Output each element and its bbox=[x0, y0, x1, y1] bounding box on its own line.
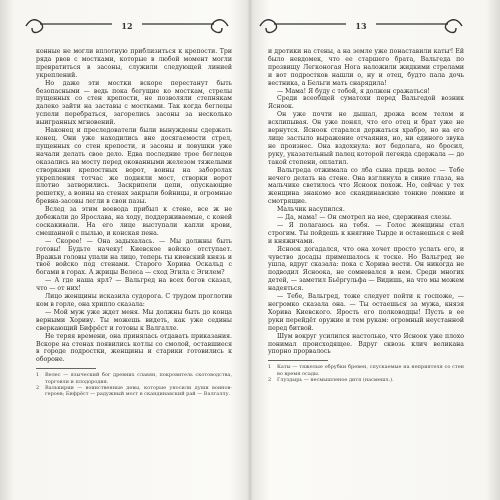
footnote-text: Каты — тяжелые обрубки бревен, спускаемые на неприятеля со стен во время осады. bbox=[277, 364, 464, 377]
footnote-divider bbox=[36, 368, 96, 369]
paragraph: Вслед за этим воевода прибыл к стене, все ж не добежали до Ярослава, на ходу, поддерживаемые, с коней соскакивали. На его лице выступали капли крови, смешанной с пылью, и конская пена. bbox=[36, 206, 232, 237]
right-page bbox=[268, 48, 464, 383]
footnote-mark: 1 bbox=[268, 364, 272, 371]
footnote-divider bbox=[268, 360, 328, 361]
paragraph: — Тебе, Вальгред, тоже следует пойти к госпоже, — негромко сказала она. — Ты остаешься за мужа, князя Хорива Киевского. Ярость его полководцы! Пусть в ее руки перейдёт оружие и тем рукам: огромный неустанной перед битвой. bbox=[268, 293, 464, 332]
paragraph: Не теряя времени, она принялась отдавать приказания. Вскоре на стенах появились котлы со смолой, оставшиеся в городе подростки, женщины и старики готовились к обороне. bbox=[36, 332, 232, 364]
left-page bbox=[36, 48, 232, 397]
paragraph: — Мама! Я буду с тобой, я должен сражаться! bbox=[277, 87, 430, 95]
right-page-body bbox=[268, 48, 464, 356]
paragraph: Шум вокруг усилился настолько, что Ясноок уже плохо понимал происходящее. Вдруг сквозь клич великана упорно прорвалось bbox=[268, 332, 464, 356]
left-page-header bbox=[22, 12, 232, 42]
footnote-mark: 1 bbox=[36, 372, 40, 379]
footnote-text: Глуздырь — несмышленое дитя (насмешл.). bbox=[277, 376, 394, 383]
paragraph: конные не могли вплотную приблизиться к крепости. Три ряда рвов с мостками, которые в любой момент могли превратиться в засоны, служили следующей линией укреплений. bbox=[36, 48, 232, 79]
page-number: 13 bbox=[355, 21, 367, 31]
footnote bbox=[268, 377, 464, 383]
footnote-text: Велес — языческий бог древних славян, покровитель скотоводства, торговли и плодородия. bbox=[45, 372, 232, 385]
paragraph: Вальгреда отжимала со лба сына прядь волос — Тебе нечего делать на стене. Она взглянула в синие глаза, на мальчике светилось что Ясноок похож. Но, сейчас у тех женщина знакомо все скандинавские тонкие ломкие и смотрящие. bbox=[268, 166, 464, 206]
paragraph: Но даже эти мостки вскоре перестанут быть безопасными — ведь пока бегущие ко мосткам, стрелы пущенных со стен крепости, не позволяли степнякам далеко зайти на заставы с мостками. Так когда беглецы успели перебраться, загорелись засоны за несколько выигранных мгновений. bbox=[36, 79, 232, 127]
paragraph: — Мой муж уже ждет меня. Мы должны быть до конца верными Хориву. Ты можешь видеть, как уже седины сверкающий Бифрёст и готовы к Валгалле. bbox=[36, 308, 232, 332]
footnote-mark: 2 bbox=[268, 376, 272, 383]
footnotes bbox=[36, 372, 232, 397]
footnotes bbox=[268, 364, 464, 383]
paragraph: Лицо женщины исказила судорога. С трудом проглотив ком в горле, она хрипло сказала: bbox=[36, 293, 232, 308]
paragraph: и дротики на стены, а на земле уже понаставили катыⁱ! Ей было невдомек, что ее старшего брата, Вальгеда по прозвищу Легконогая Нога наложили жидкими стрелами и вот подростков нашли о, ну и отец, будто пала дочь вестника, а Бельги мать снарядила! bbox=[268, 48, 464, 87]
right-page-header bbox=[256, 12, 466, 42]
paragraph: Ясноок догадался, что она хочет просто услать его, и чувство досады примешалось к тоске. Но Вальгред не ушла, вдруг сказала: пока с Хорива вести. Он никогда не подводил Ясноока, не сомневался в нем. Среди многих детей, — заметил Бьёргульфа — Видишь, на что мы можем надеяться. bbox=[268, 245, 464, 293]
paragraph: — А где наша ярл? — Вальгред на всех богов сказал, что — от них! bbox=[36, 277, 232, 293]
page-number: 12 bbox=[121, 21, 133, 31]
paragraph: Мальчик насупился. bbox=[277, 206, 345, 214]
paragraph: — Да, мама! — Он смотрел на нее, сдерживая слезы. bbox=[277, 214, 452, 222]
paragraph: Среди всеобщей суматохи перед Вальгедой возник Ясноок. bbox=[268, 95, 464, 111]
footnote bbox=[268, 364, 464, 377]
footnote-mark: 2 bbox=[36, 384, 40, 391]
paragraph: Наконец и преследователи были вынуждены сдержать конец. Они уже находились вне досягаемости стрел, пущенных со стен крепости, и засоны и ловушки уже начали делать свое дело. Едва последние трое беглецов оказались на мосту перед окованными железом тяжелыми створками крепостных ворот, воины на заборолах укрепления тотчас же подняли мост, створки ворот плотно затворились. Заскрипели цепи, опускающие решетку, а воины на стенах закрыли бойницы, и огромные бревна-засовы легли в свои пазы. bbox=[36, 127, 232, 206]
left-page-body bbox=[36, 48, 232, 364]
paragraph: — Скорее! — Она задыхалась. — Мы должны быть готовы! Будьте начеку! Киевское войско отступает. Вражьи головы упали на лицо, теперь ты киевский князь и твоё войско под стенами. Старого Хорива Оскальд с богами в горах. А жрицы Велеса — сход Эгила с Эгилем? bbox=[36, 237, 232, 277]
paragraph: Он уже почти не дышал, дрожа всем телом и всхлипывая. Он уже понял, что его отец и брат уже не вернутся. Ясноок старался держаться храбро, но на его лице застыло выражение отчаяния, но, ни единого звука не произнес. Она вздохнула: вот бедолага, но бросил, руку, указательный палец которой легенда сдержала — до такой степени, оплатил. bbox=[268, 111, 464, 166]
footnote bbox=[36, 372, 232, 385]
footnote-text: Валькирии — воинственные девы, которые уносили души воинов-героев; Бифрёст — радужный мост в скандинавский рай — Валгаллу. bbox=[45, 384, 232, 398]
footnote bbox=[36, 385, 232, 398]
paragraph: — Я полагаюсь на тебя. — Голос женщины стал строгим. Ты пойдешь к княгине Тырде и останешься с ней и княжичами. bbox=[268, 221, 464, 245]
